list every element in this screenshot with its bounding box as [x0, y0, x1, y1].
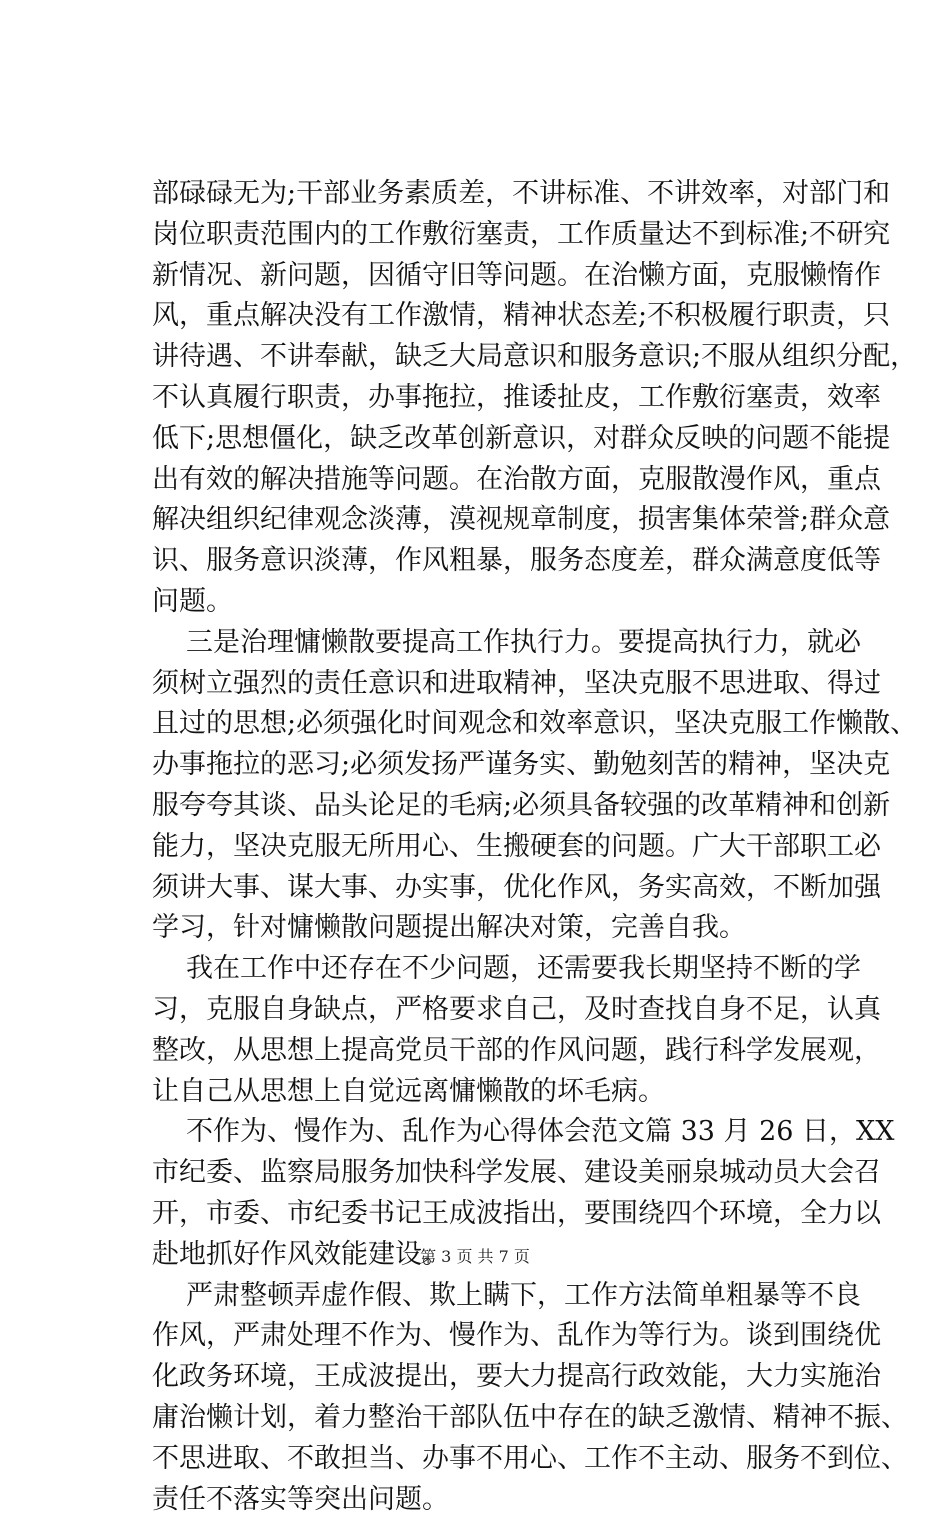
- text-line: 部碌碌无为;干部业务素质差，不讲标准、不讲效率，对部门和: [152, 174, 832, 215]
- text-line: 不思进取、不敢担当、办事不用心、工作不主动、服务不到位、: [152, 1439, 832, 1480]
- paragraph-first-line: 三是治理慵懒散要提高工作执行力。要提高执行力，就必: [152, 623, 832, 664]
- text-line: 新情况、新问题，因循守旧等问题。在治懒方面，克服懒惰作: [152, 256, 832, 297]
- text-line: 习，克服自身缺点，严格要求自己，及时查找自身不足，认真: [152, 990, 832, 1031]
- paragraph-first-line: 我在工作中还存在不少问题，还需要我长期坚持不断的学: [152, 949, 832, 990]
- text-line: 且过的思想;必须强化时间观念和效率意识，坚决克服工作懒散、: [152, 704, 832, 745]
- text-line: 岗位职责范围内的工作敷衍塞责，工作质量达不到标准;不研究: [152, 215, 832, 256]
- text-line: 问题。: [152, 582, 832, 623]
- text-line: 讲待遇、不讲奉献，缺乏大局意识和服务意识;不服从组织分配，: [152, 337, 832, 378]
- text-line: 服夸夸其谈、品头论足的毛病;必须具备较强的改革精神和创新: [152, 786, 832, 827]
- page-number-footer: 第 3 页 共 7 页: [0, 1247, 950, 1267]
- text-line: 出有效的解决措施等问题。在治散方面，克服散漫作风，重点: [152, 460, 832, 501]
- text-line: 责任不落实等突出问题。: [152, 1480, 832, 1520]
- text-line: 开，市委、市纪委书记王成波指出，要围绕四个环境，全力以: [152, 1194, 832, 1235]
- text-line: 须讲大事、谋大事、办实事，优化作风，务实高效，不断加强: [152, 868, 832, 909]
- document-body: [152, 174, 832, 1520]
- text-line: 办事拖拉的恶习;必须发扬严谨务实、勤勉刻苦的精神，坚决克: [152, 745, 832, 786]
- text-line: 让自己从思想上自觉远离慵懒散的坏毛病。: [152, 1072, 832, 1113]
- paragraph-first-line: 严肃整顿弄虚作假、欺上瞒下，工作方法简单粗暴等不良: [152, 1276, 832, 1317]
- text-line: 能力，坚决克服无所用心、生搬硬套的问题。广大干部职工必: [152, 827, 832, 868]
- text-line: 学习，针对慵懒散问题提出解决对策，完善自我。: [152, 908, 832, 949]
- text-line: 不认真履行职责，办事拖拉，推诿扯皮，工作敷衍塞责，效率: [152, 378, 832, 419]
- text-line: 整改，从思想上提高党员干部的作风问题，践行科学发展观，: [152, 1031, 832, 1072]
- text-line: 识、服务意识淡薄，作风粗暴，服务态度差，群众满意度低等: [152, 541, 832, 582]
- text-line: 须树立强烈的责任意识和进取精神，坚决克服不思进取、得过: [152, 664, 832, 705]
- text-line: 作风，严肃处理不作为、慢作为、乱作为等行为。谈到围绕优: [152, 1316, 832, 1357]
- paragraph-first-line: 不作为、慢作为、乱作为心得体会范文篇 33 月 26 日，XX: [152, 1112, 832, 1153]
- text-line: 低下;思想僵化，缺乏改革创新意识，对群众反映的问题不能提: [152, 419, 832, 460]
- text-line: 赴地抓好作风效能建设。: [152, 1235, 832, 1276]
- text-line: 解决组织纪律观念淡薄，漠视规章制度，损害集体荣誉;群众意: [152, 500, 832, 541]
- text-line: 庸治懒计划，着力整治干部队伍中存在的缺乏激情、精神不振、: [152, 1398, 832, 1439]
- text-line: 市纪委、监察局服务加快科学发展、建设美丽泉城动员大会召: [152, 1153, 832, 1194]
- text-line: 风，重点解决没有工作激情，精神状态差;不积极履行职责，只: [152, 296, 832, 337]
- text-line: 化政务环境，王成波提出，要大力提高行政效能，大力实施治: [152, 1357, 832, 1398]
